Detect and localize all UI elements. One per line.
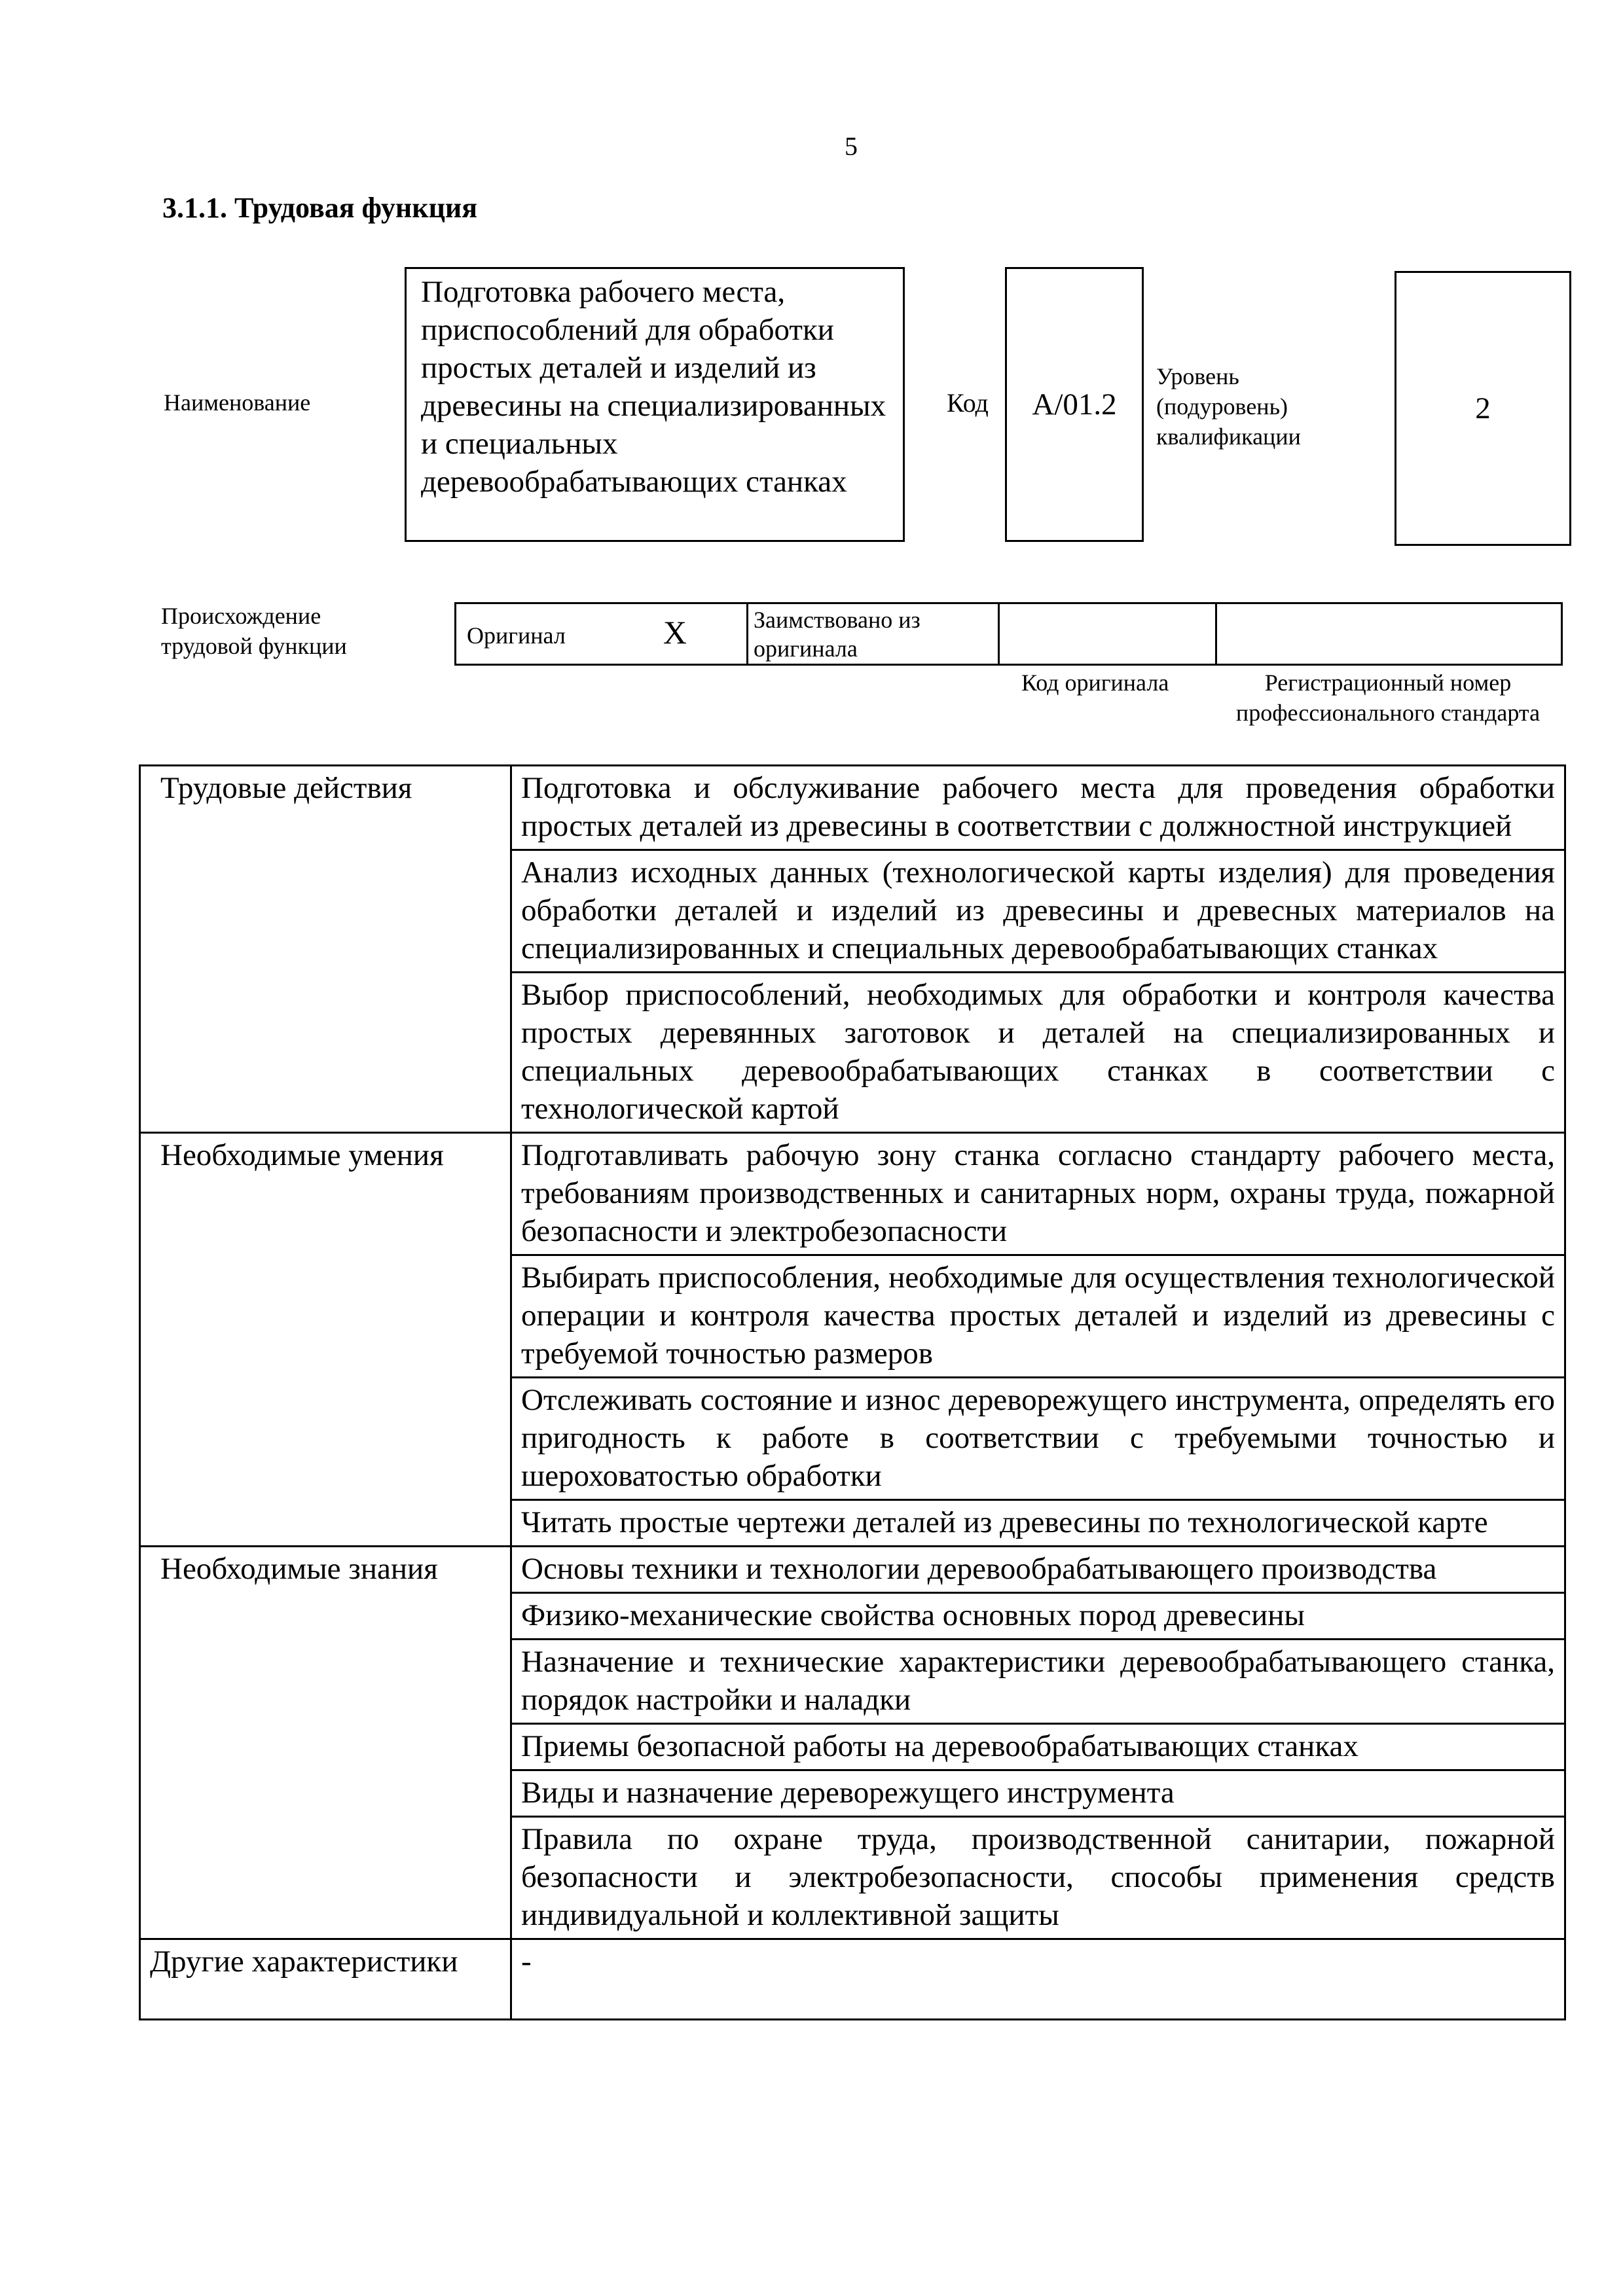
origin-table (454, 602, 1563, 666)
section-label-actions: Трудовые действия (140, 766, 511, 1133)
code-original-caption: Код оригинала (1021, 670, 1169, 696)
code-original-cell (999, 603, 1216, 665)
original-mark: X (663, 614, 687, 651)
table-cell: Физико-механические свойства основных пород древесины (511, 1593, 1565, 1640)
page-number: 5 (845, 132, 858, 161)
table-row (140, 1133, 1565, 1255)
original-label: Оригинал (467, 622, 566, 649)
borrowed-label: Заимствовано из оригинала (754, 606, 921, 662)
table-cell: Выбор приспособлений, необходимых для обработки и контроля качества простых деревянных заготовок и деталей на специализированных и специальных деревообрабатывающих станках в соответствии с технологической картой (511, 973, 1565, 1133)
function-name-box: Подготовка рабочего места, приспособлений для обработки простых деталей и изделий из древесины на специализированных и специальных деревообрабатывающих станках (405, 267, 905, 542)
code-value-box (1005, 267, 1144, 542)
code-label: Код (947, 388, 989, 418)
level-value: 2 (1475, 391, 1491, 425)
section-label-knowledge: Необходимые знания (140, 1547, 511, 1939)
original-cell (456, 603, 748, 665)
table-cell: - (511, 1939, 1565, 2020)
level-label: Уровень (подуровень) квалификации (1156, 363, 1301, 450)
reg-number-caption: Регистрационный номер профессионального стандарта (1235, 670, 1541, 726)
table-row (140, 1547, 1565, 1593)
table-cell: Правила по охране труда, производственной санитарии, пожарной безопасности и электробезопасности, способы применения средств индивидуальной и коллективной защиты (511, 1817, 1565, 1939)
borrowed-cell (748, 603, 999, 665)
section-heading: 3.1.1. Трудовая функция (162, 192, 478, 224)
function-details-table (139, 764, 1566, 2020)
table-cell: Назначение и технические характеристики деревообрабатывающего станка, порядок настройки и наладки (511, 1640, 1565, 1724)
section-label-other: Другие характеристики (140, 1939, 511, 2020)
table-cell: Приемы безопасной работы на деревообрабатывающих станках (511, 1724, 1565, 1770)
table-row (140, 766, 1565, 850)
name-label: Наименование (164, 389, 311, 416)
section-label-skills: Необходимые умения (140, 1133, 511, 1547)
table-cell: Подготавливать рабочую зону станка согласно стандарту рабочего места, требованиям производственных и санитарных норм, охраны труда, пожарной безопасности и электробезопасности (511, 1133, 1565, 1255)
table-cell: Виды и назначение дереворежущего инструмента (511, 1770, 1565, 1817)
table-cell: Читать простые чертежи деталей из древесины по технологической карте (511, 1500, 1565, 1547)
reg-number-cell (1216, 603, 1562, 665)
level-value-box (1395, 271, 1571, 546)
table-cell: Отслеживать состояние и износ дереворежущего инструмента, определять его пригодность к работе в соответствии с требуемыми точностью и шероховатостью обработки (511, 1378, 1565, 1500)
table-cell: Подготовка и обслуживание рабочего места для проведения обработки простых деталей из древесины в соответствии с должностной инструкцией (511, 766, 1565, 850)
table-row (140, 1939, 1565, 2020)
table-cell: Выбирать приспособления, необходимые для осуществления технологической операции и контроля качества простых деталей и изделий из древесины с требуемой точностью размеров (511, 1255, 1565, 1378)
code-value: A/01.2 (1032, 387, 1117, 422)
origin-label: Происхождение трудовой функции (161, 603, 347, 659)
table-cell: Анализ исходных данных (технологической карты изделия) для проведения обработки деталей и изделий из древесины и древесных материалов на специализированных и специальных деревообрабатывающих станках (511, 850, 1565, 973)
table-cell: Основы техники и технологии деревообрабатывающего производства (511, 1547, 1565, 1593)
